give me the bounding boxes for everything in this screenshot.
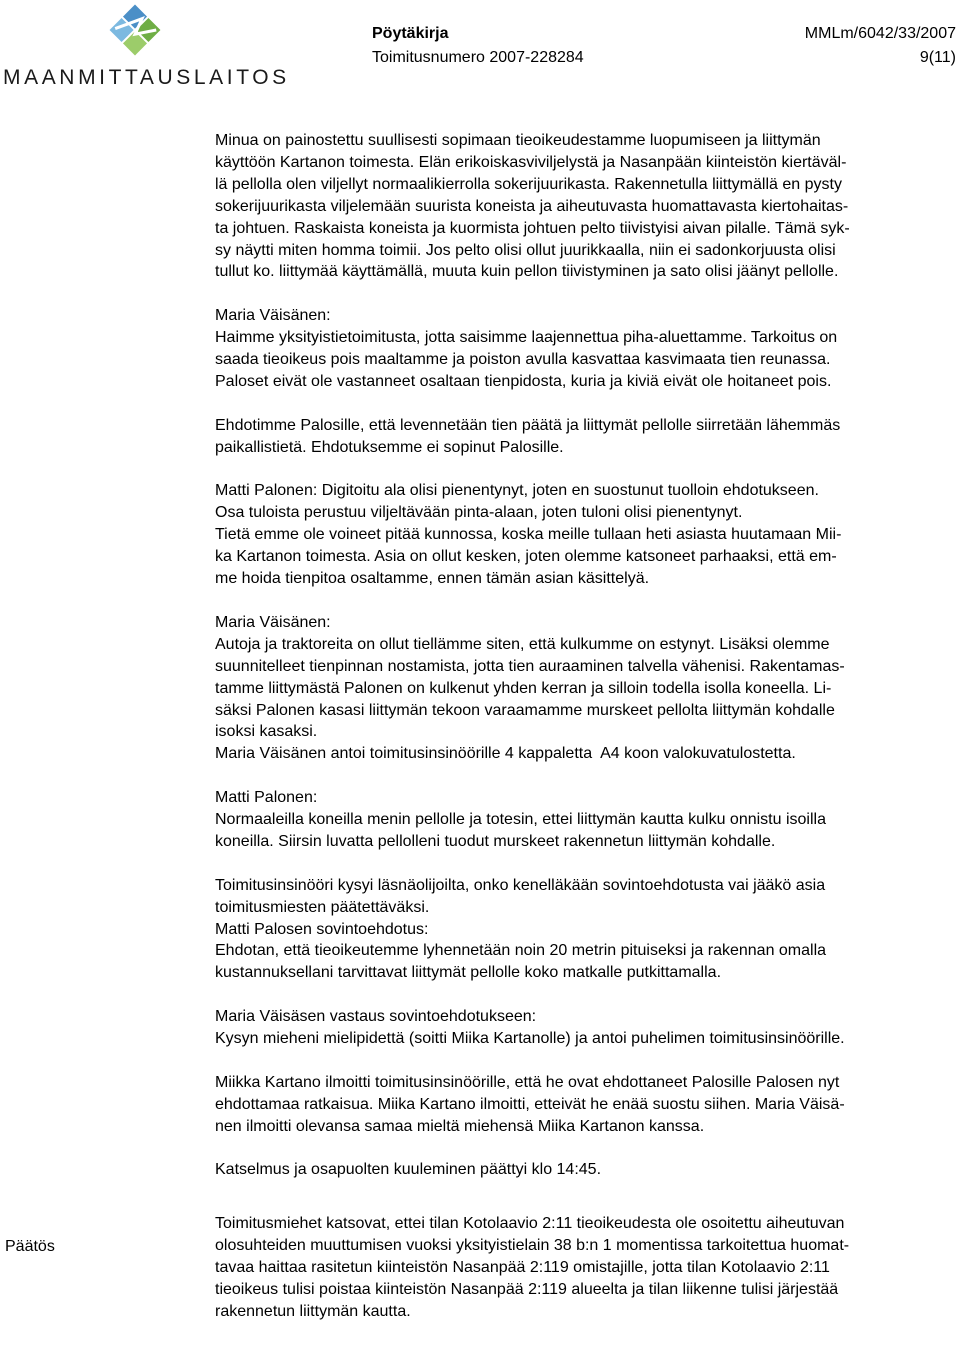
- text-line: koneilla. Siirsin luvatta pellolleni tuodut murskeet rakennetun liittymän kohdalle.: [215, 832, 776, 850]
- paragraph: [215, 305, 949, 393]
- paragraph: [215, 1072, 949, 1138]
- paragraph: [215, 875, 949, 985]
- reference-number: MMLm/6042/33/2007: [804, 25, 956, 42]
- text-line: Miikka Kartano ilmoitti toimitusinsinöörille, että he ovat ehdottaneet Palosille Palosen nyt: [215, 1073, 840, 1091]
- text-line: suunnitelleet tienpinnan nostamista, jotta tien auraaminen talvella vähenisi. Rakentamas-: [215, 657, 845, 675]
- text-line: tieoikeus tulisi poistaa kiinteistön Nasanpää 2:119 alueelta ja tilan liikenne tulisi järjestää: [215, 1281, 839, 1299]
- text-line: Maria Väisänen:: [215, 613, 331, 631]
- text-line: ta johtuen. Raskaista koneista ja kuormista johtuen pelto tiivistyisi aivan pilalle. Tämä syk-: [215, 219, 850, 237]
- text-line: Ehdotan, että tieoikeutemme lyhennetään noin 20 metrin pituiseksi ja rakennan omalla: [215, 942, 827, 960]
- text-line: Tietä emme ole voineet pitää kunnossa, koska meille tullaan heti asiasta huutamaan Mii-: [215, 526, 842, 544]
- text-line: Osa tuloista perustuu viljeltävään pinta-alaan, joten tuloni olisi pienentynyt.: [215, 504, 743, 522]
- text-line: säksi Palonen kasasi liittymän tekoon varaamamme murskeet pellolta liittymän kohdalle: [215, 701, 835, 719]
- text-line: Matti Palonen:: [215, 789, 318, 807]
- paragraph: [215, 1006, 949, 1050]
- page-number: 9(11): [919, 49, 956, 66]
- text-line: Maria Väisänen:: [215, 307, 331, 325]
- paragraph: [215, 415, 949, 459]
- text-line: Ehdotimme Palosille, että levennetään tien päätä ja liittymät pellolle siirretään lähemmäs: [215, 416, 841, 434]
- text-line: rakennetun liittymän kautta.: [215, 1302, 411, 1320]
- text-line: tamme liittymästä Palonen on kulkenut yhden kerran ja silloin todella isolla koneella. Li-: [215, 679, 832, 697]
- text-line: Kysyn mieheni mielipidettä (soitti Miika Kartanolle) ja antoi puhelimen toimitusinsinöörille.: [215, 1030, 845, 1048]
- text-line: toimitusmiesten päätettäväksi.: [215, 898, 430, 916]
- text-line: Maria Väisäsen vastaus sovintoehdotukseen:: [215, 1008, 537, 1026]
- organization-logo: [0, 0, 290, 95]
- text-line: Autoja ja traktoreita on ollut tiellämme siten, että kulkumme on estynyt. Lisäksi olemme: [215, 635, 830, 653]
- paragraph: [215, 1159, 949, 1181]
- text-line: lä pellolla olen viljellyt normaalikierrolla sokerijuurikasta. Rakennetulla liittymällä en pysty: [215, 175, 842, 193]
- text-line: me hoida tienpitoa osaltamme, ennen tämän asian käsittelyä.: [215, 570, 650, 588]
- text-line: Paloset eivät ole vastanneet osaltaan tienpidosta, kuria ja kiviä eivät ole hoitaneet pois.: [215, 372, 832, 390]
- text-line: käyttöön Kartanon toimesta. Elän erikoiskasviviljelystä ja Nasanpään kiinteistön kiertäväl-: [215, 153, 847, 171]
- document-type: Pöytäkirja: [372, 25, 449, 42]
- organization-name: MAANMITTAUSLAITOS: [3, 66, 290, 89]
- text-line: tavaa haittaa rasitetun kiinteistön Nasanpää 2:119 omistajille, jotta tilan Kotolaavio 2:11: [215, 1259, 830, 1277]
- text-line: Normaaleilla koneilla menin pellolle ja totesin, ettei liittymän kautta kulku onnistu isoilla: [215, 811, 826, 829]
- text-line: Matti Palosen sovintoehdotus:: [215, 920, 429, 938]
- paragraph: [215, 612, 949, 765]
- text-line: olosuhteiden muuttumisen vuoksi yksityistielain 38 b:n 1 momentissa tarkoitettua huomat-: [215, 1237, 850, 1255]
- paragraph: [215, 787, 949, 853]
- case-number: Toimitusnumero 2007-228284: [372, 49, 584, 66]
- text-line: Minua on painostettu suullisesti sopimaan tieoikeudestamme luopumiseen ja liittymän: [215, 132, 821, 149]
- paragraph: [215, 480, 949, 590]
- text-line: Haimme yksityistietoimitusta, jotta saisimme laajennettua piha-aluettamme. Tarkoitus on: [215, 329, 838, 347]
- text-line: sy näytti miten homma toimii. Jos pelto olisi ollut juurikkaalla, niin ei sadonkorjuusta olisi: [215, 241, 836, 259]
- text-line: Maria Väisänen antoi toimitusinsinöörille 4 kappaletta A4 koon valokuvatulostetta.: [215, 745, 796, 763]
- paragraph: [215, 130, 949, 283]
- text-line: saada tieoikeus pois maaltamme ja poiston avulla kasvattaa kasvimaata tien reunassa.: [215, 351, 831, 369]
- text-line: tullut ko. liittymää käyttämällä, muuta kuin pellon tiivistyminen ja sato olisi jäänyt pellolle.: [215, 263, 839, 281]
- section-label-decision: Päätös: [5, 1238, 55, 1255]
- text-line: Toimitusinsinööri kysyi läsnäolijoilta, onko kenelläkään sovintoehdotusta vai jääkö asia: [215, 876, 826, 894]
- text-line: Matti Palonen: Digitoitu ala olisi pienentynyt, joten en suostunut tuolloin ehdotukseen.: [215, 482, 819, 500]
- text-line: ka Kartanon toimesta. Asia on ollut kesken, joten olemme katsoneet parhaaksi, että em-: [215, 548, 837, 566]
- document-body: [215, 130, 949, 1323]
- text-line: isoksi kasaksi.: [215, 723, 318, 741]
- text-line: kustannuksellani tarvittavat liittymät pellolle koko matkalle putkittamalla.: [215, 964, 722, 982]
- paragraph: [215, 1213, 949, 1323]
- text-line: nen ilmoitti olevansa samaa mieltä miehensä Miika Kartanon kanssa.: [215, 1117, 705, 1135]
- maanmittauslaitos-logo-icon: [108, 3, 162, 61]
- text-line: Katselmus ja osapuolten kuuleminen päättyi klo 14:45.: [215, 1161, 602, 1179]
- text-line: sokerijuurikasta viljelemään suurista koneista ja aiheutuvasta huomattavasta kiertohaitas-: [215, 197, 849, 215]
- text-line: paikallistietä. Ehdotuksemme ei sopinut Palosille.: [215, 438, 564, 456]
- text-line: Toimitusmiehet katsovat, ettei tilan Kotolaavio 2:11 tieoikeudesta ole osoitettu aiheutuvan: [215, 1215, 845, 1233]
- text-line: ehdottamaa ratkaisua. Miika Kartano ilmoitti, etteivät he enää suostu siihen. Maria Väisä-: [215, 1095, 845, 1113]
